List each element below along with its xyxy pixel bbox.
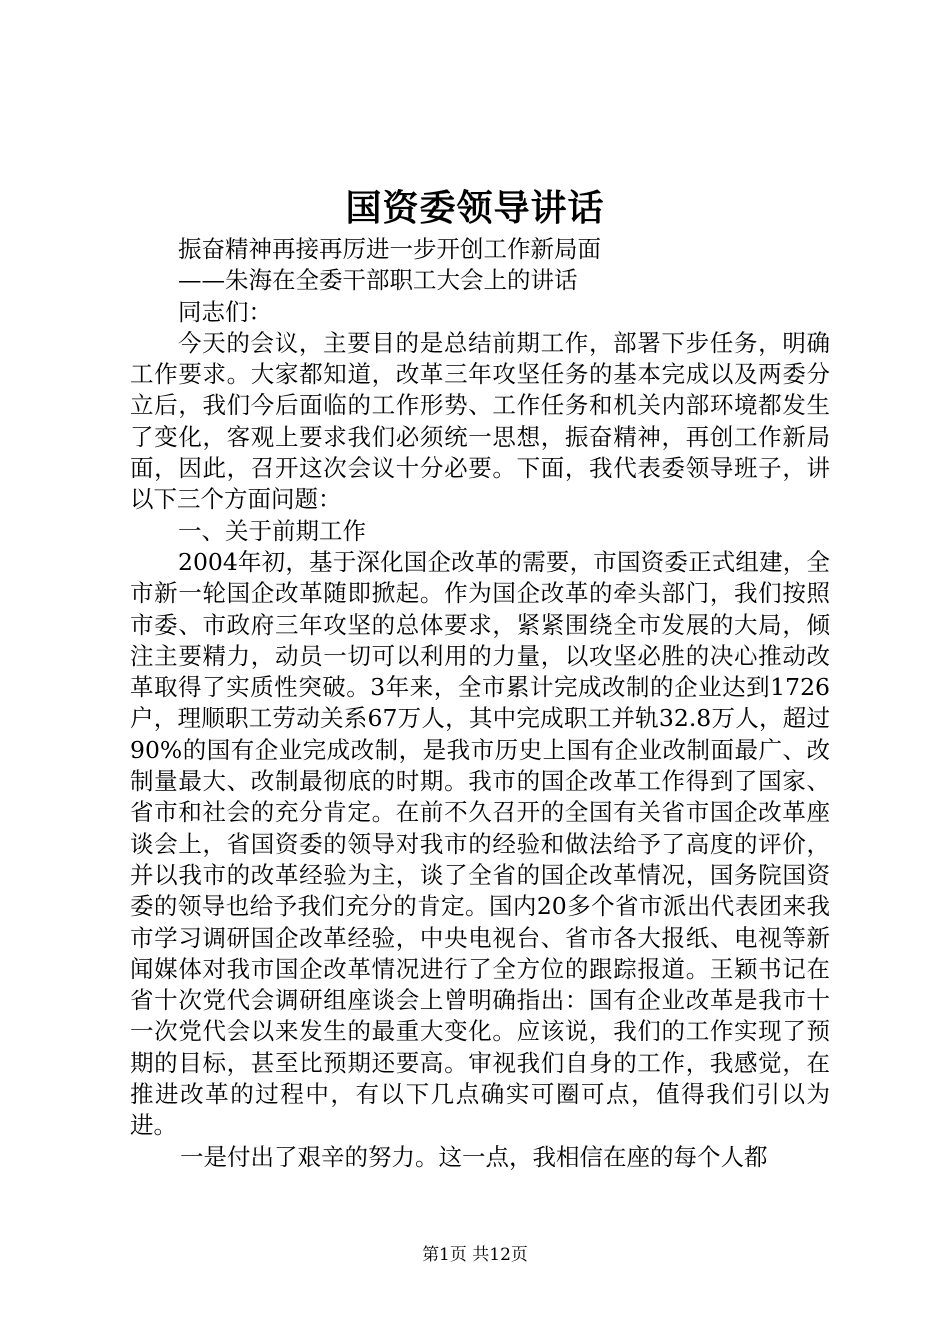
paragraph-intro: 今天的会议，主要目的是总结前期工作，部署下步任务，明确工作要求。大家都知道，改革三年攻坚任务的基本完成以及两委分立后，我们今后面临的工作形势、工作任务和机关内部环境都发生了变化，客观上要求我们必须统一思想，振奋精神，再创工作新局面，因此，召开这次会议十分必要。下面，我代表委领导班子，讲以下三个方面问题： [130, 328, 830, 514]
section-heading-1: 一、关于前期工作 [178, 516, 366, 545]
page-title: 国资委领导讲话 [345, 187, 605, 229]
document-body [130, 234, 830, 1173]
paragraph-point-1: 一是付出了艰辛的努力。这一点，我相信在座的每个人都 [180, 1142, 768, 1171]
salutation: 同志们： [178, 297, 272, 326]
page-footer: 第1页 共12页 [422, 1245, 528, 1265]
paragraph-review: 2004年初，基于深化国企改革的需要，市国资委正式组建，全市新一轮国企改革随即掀起。作为国企改革的牵头部门，我们按照市委、市政府三年攻坚的总体要求，紧紧围绕全市发展的大局，倾注主要精力，动员一切可以利用的力量，以攻坚必胜的决心推动改革取得了实质性突破。3年来，全市累计完成改制的企业达到1726户，理顺职工劳动关系67万人，其中完成职工并轨32.8万人，超过90%的国有企业完成改制，是我市历史上国有企业改制面最广、改制量最大、改制最彻底的时期。我市的国企改革工作得到了国家、省市和社会的充分肯定。在前不久召开的全国有关省市国企改革座谈会上，省国资委的领导对我市的经验和做法给予了高度的评价，并以我市的改革经验为主，谈了全省的国企改革情况，国务院国资委的领导也给予我们充分的肯定。国内20多个省市派出代表团来我市学习调研国企改革经验，中央电视台、省市各大报纸、电视等新闻媒体对我市国企改革情况进行了全方位的跟踪报道。王颖书记在省十次党代会调研组座谈会上曾明确指出：国有企业改革是我市十一次党代会以来发生的最重大变化。应该说，我们的工作实现了预期的目标，甚至比预期还要高。审视我们自身的工作，我感觉，在推进改革的过程中，有以下几点确实可圈可点，值得我们引以为进。 [130, 547, 830, 1140]
speech-subtitle: 振奋精神再接再厉进一步开创工作新局面 [178, 235, 601, 263]
speech-byline: ——朱海在全委干部职工大会上的讲话 [178, 266, 578, 295]
